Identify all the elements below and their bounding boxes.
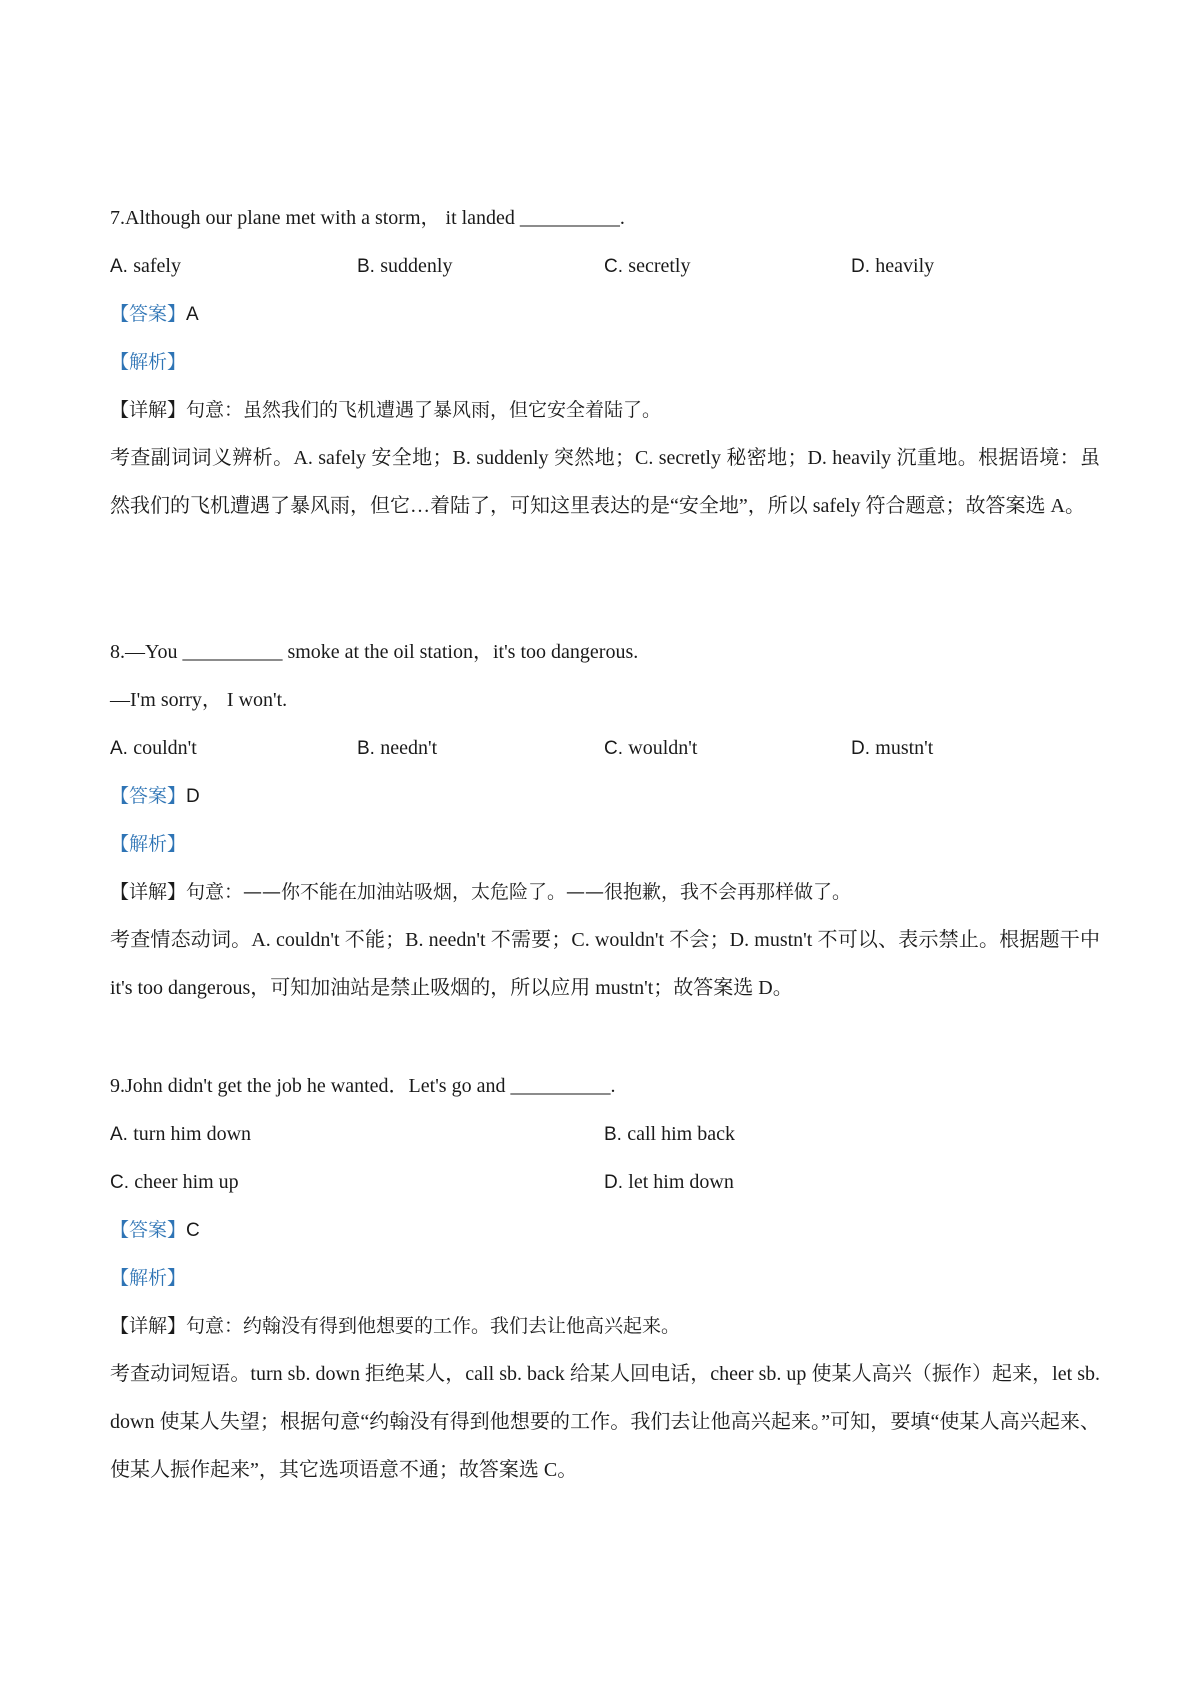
q8-detail: 【详解】句意：——你不能在加油站吸烟，太危险了。——很抱歉，我不会再那样做了。: [110, 881, 852, 903]
q7-analysis-heading: 【解析】: [110, 351, 187, 373]
q8-option-c: C. wouldn't: [604, 737, 698, 759]
q7-answer: [110, 300, 199, 329]
q7-option-b: B. suddenly: [357, 255, 453, 277]
q7-option-c: C. secretly: [604, 255, 691, 277]
answer-tag: 【答案】: [110, 785, 187, 807]
answer-tag: 【答案】: [110, 303, 187, 325]
question-9-stem: 9.John didn't get the job he wanted．Let's go and __________.: [110, 1075, 616, 1097]
q9-option-a: A. turn him down: [110, 1123, 252, 1145]
q9-explanation: 考查动词短语。turn sb. down 拒绝某人，call sb. back 给某人回电话，cheer sb. up 使某人高兴（振作）起来，let sb. down 使某人失望；根据句意“约翰没有得到他想要的工作。我们去让他高兴起来。”可知，要填“使某人高兴起来、使某人振作起来”，其它选项语意不通；故答案选 C。: [110, 1363, 1100, 1481]
answer-value: A: [186, 304, 199, 325]
q9-option-d: D. let him down: [604, 1171, 734, 1193]
q9-answer: [110, 1216, 200, 1245]
q9-detail: 【详解】句意：约翰没有得到他想要的工作。我们去让他高兴起来。: [110, 1315, 681, 1337]
question-8-stem-reply: —I'm sorry， I won't.: [110, 689, 288, 711]
answer-value: C: [186, 1220, 200, 1241]
q8-answer: [110, 782, 200, 811]
q8-option-d: D. mustn't: [851, 737, 934, 759]
q9-option-c: C. cheer him up: [110, 1171, 239, 1193]
q8-explanation: 考查情态动词。A. couldn't 不能；B. needn't 不需要；C. wouldn't 不会；D. mustn't 不可以、表示禁止。根据题干中 it's too dangerous，可知加油站是禁止吸烟的，所以应用 mustn't；故答案选 D。: [110, 929, 1100, 999]
question-8-stem: 8.—You __________ smoke at the oil station，it's too dangerous.: [110, 641, 639, 663]
q8-analysis-heading: 【解析】: [110, 833, 187, 855]
question-7-stem: 7.Although our plane met with a storm， it landed __________.: [110, 207, 625, 229]
answer-value: D: [186, 786, 200, 807]
q7-detail: 【详解】句意：虽然我们的飞机遭遇了暴风雨，但它安全着陆了。: [110, 399, 662, 421]
q9-analysis-heading: 【解析】: [110, 1267, 187, 1289]
q7-option-d: D. heavily: [851, 255, 935, 277]
answer-tag: 【答案】: [110, 1219, 187, 1241]
q7-explanation: 考查副词词义辨析。A. safely 安全地；B. suddenly 突然地；C. secretly 秘密地；D. heavily 沉重地。根据语境：虽然我们的飞机遭遇了暴风雨，但它…着陆了，可知这里表达的是“安全地”，所以 safely 符合题意；故答案选 A。: [110, 447, 1100, 517]
q9-option-b: B. call him back: [604, 1123, 735, 1145]
q8-option-b: B. needn't: [357, 737, 438, 759]
q7-option-a: A. safely: [110, 255, 181, 277]
q8-option-a: A. couldn't: [110, 737, 197, 759]
